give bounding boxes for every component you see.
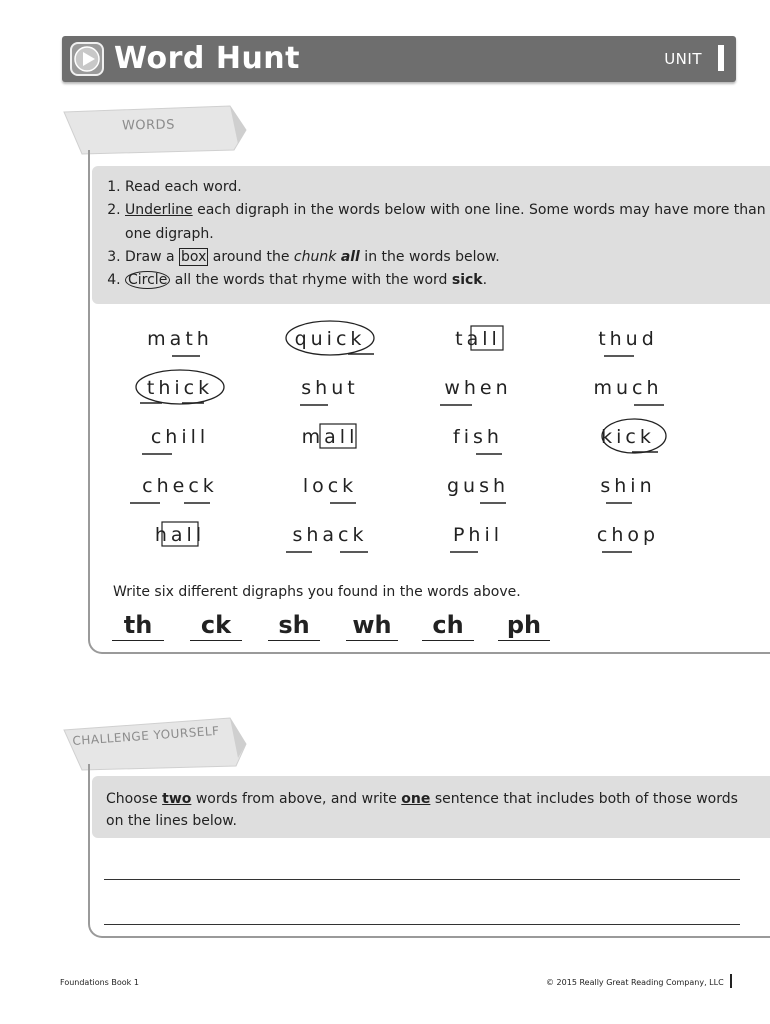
word-mall: mall bbox=[250, 426, 410, 448]
digraph-answer[interactable]: th bbox=[112, 610, 164, 641]
word-shut: shut bbox=[301, 377, 359, 399]
instruction-4: 4. Circle all the words that rhyme with the word sick. bbox=[125, 269, 770, 292]
instructions-panel bbox=[92, 166, 770, 304]
word-gush: gush bbox=[446, 475, 510, 497]
word-quick: quick bbox=[250, 328, 410, 350]
word-fish: fish bbox=[453, 426, 503, 448]
unit-label: UNIT bbox=[664, 50, 702, 68]
writing-line-2[interactable] bbox=[104, 924, 740, 925]
unit-number-bar bbox=[718, 45, 724, 71]
writing-line-1[interactable] bbox=[104, 879, 740, 880]
word-shack: shack bbox=[292, 524, 368, 546]
word-lock: lock bbox=[302, 475, 358, 497]
page-title: Word Hunt bbox=[114, 41, 301, 76]
words-tab-label: WORDS bbox=[121, 117, 176, 134]
digraph-answer[interactable]: ph bbox=[498, 610, 550, 641]
digraph-answer[interactable]: ck bbox=[190, 610, 242, 641]
chunk-box bbox=[250, 422, 410, 452]
word-chop: chop bbox=[596, 524, 660, 546]
rhyme-circle bbox=[250, 318, 410, 358]
challenge-instructions: Choose two words from above, and write one sentence that includes both of those words on the lines below. bbox=[106, 791, 738, 829]
word-hall: hall bbox=[100, 524, 260, 546]
chunk-box bbox=[398, 324, 558, 354]
word-chill: chill bbox=[150, 426, 210, 448]
digraph-prompt: Write six different digraphs you found in the words above. bbox=[113, 584, 521, 600]
instruction-2: 2. Underline each digraph in the words below with one line. Some words may have more than one digraph. bbox=[125, 199, 770, 246]
word-much: much bbox=[593, 377, 663, 399]
word-kick: kick bbox=[548, 426, 708, 448]
digraph-answer[interactable]: ch bbox=[422, 610, 474, 641]
instruction-3: 3. Draw a box around the chunk all in the words below. bbox=[125, 246, 770, 269]
word-thick: thick bbox=[100, 377, 260, 399]
digraph-answer[interactable]: sh bbox=[268, 610, 320, 641]
challenge-panel bbox=[92, 776, 770, 838]
page-header bbox=[62, 36, 736, 82]
word-phil: Phil bbox=[452, 524, 504, 546]
word-when: when bbox=[444, 377, 512, 399]
word-shin: shin bbox=[600, 475, 656, 497]
word-math: math bbox=[147, 328, 213, 350]
instruction-1: 1. Read each word. bbox=[125, 176, 770, 199]
word-tall: tall bbox=[398, 328, 558, 350]
rhyme-circle bbox=[100, 367, 260, 407]
play-icon bbox=[70, 42, 104, 76]
footer-book: Foundations Book 1 bbox=[60, 978, 139, 987]
footer-copyright: © 2015 Really Great Reading Company, LLC bbox=[546, 978, 724, 987]
digraph-answer[interactable]: wh bbox=[346, 610, 398, 641]
page-number-bar bbox=[730, 974, 732, 988]
chunk-box bbox=[100, 520, 260, 550]
word-check: check bbox=[142, 475, 218, 497]
rhyme-circle bbox=[548, 416, 708, 456]
challenge-tab-label: CHALLENGE YOURSELF bbox=[72, 723, 220, 748]
word-thud: thud bbox=[598, 328, 658, 350]
